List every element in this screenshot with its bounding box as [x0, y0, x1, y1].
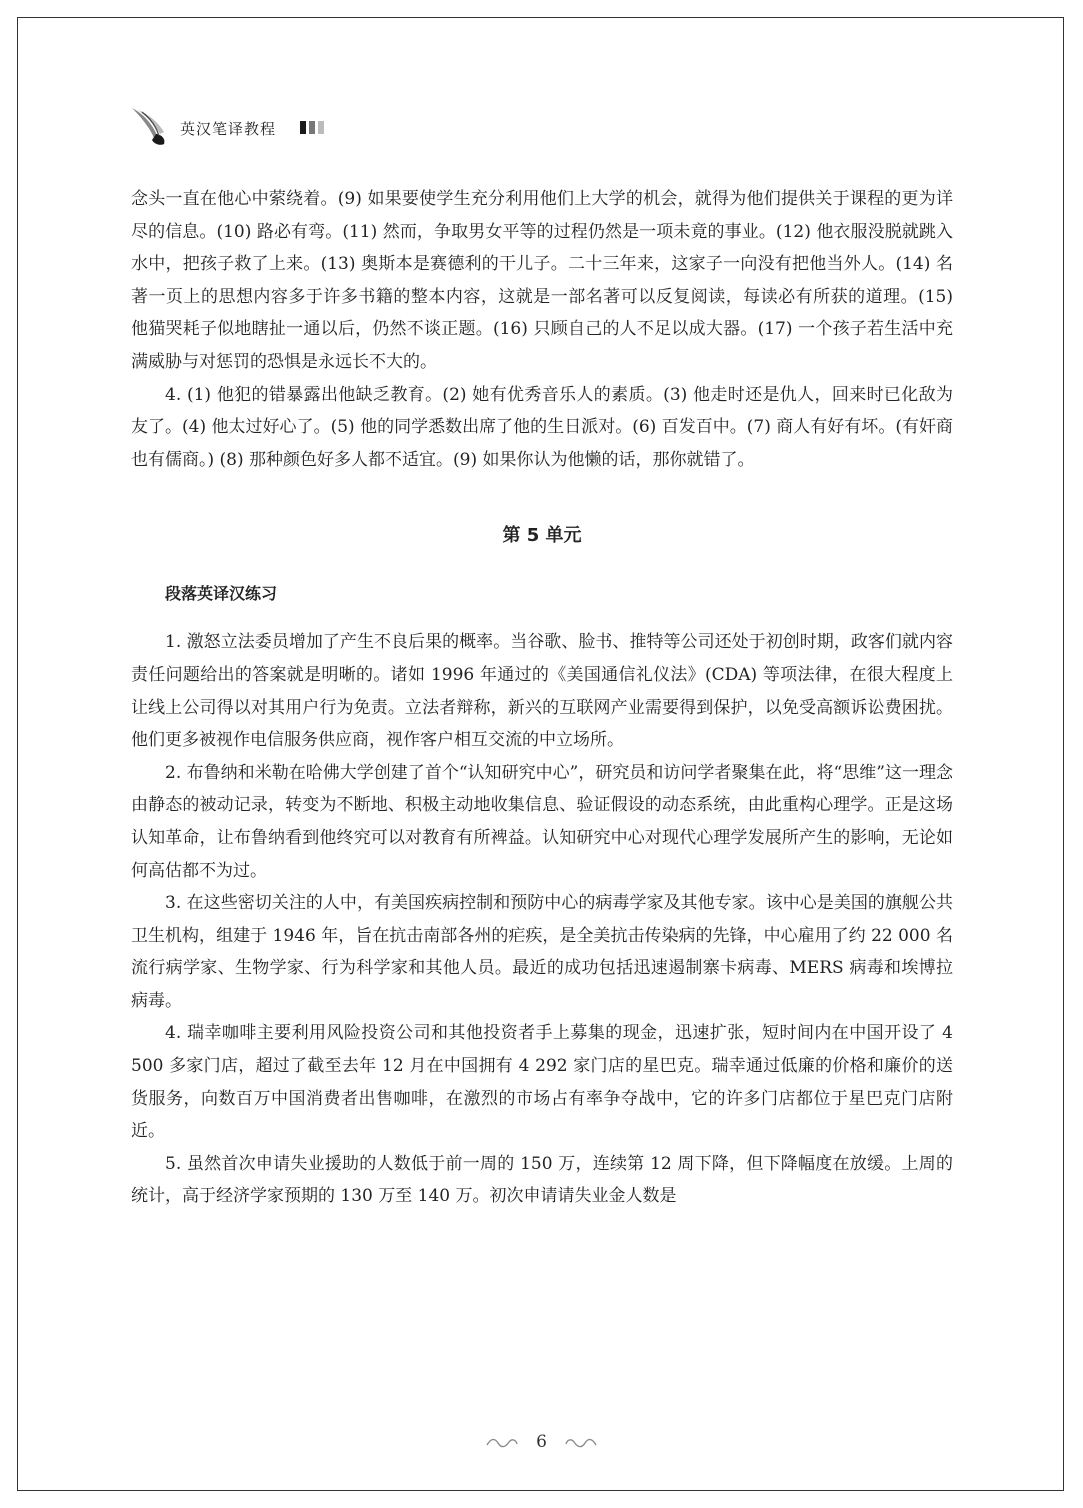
paragraph-4: 4. 瑞幸咖啡主要利用风险投资公司和其他投资者手上募集的现金，迅速扩张，短时间内在中国开设了 4 500 多家门店，超过了截至去年 12 月在中国拥有 4 292 家门店的星巴克。瑞幸通过低廉的价格和廉价的送货服务，向数百万中国消费者出售咖啡，在激烈的市场占有率争夺战中，它的许多门店都位于星巴克门店附近。	[131, 1023, 953, 1142]
page-body	[131, 183, 953, 1213]
decor-bar-light	[318, 121, 324, 134]
paragraph-3: 3. 在这些密切关注的人中，有美国疾病控制和预防中心的病毒学家及其他专家。该中心是美国的旗舰公共卫生机构，组建于 1946 年，旨在抗击南部各州的疟疾，是全美抗击传染病的先锋，中心雇用了约 22 000 名流行病学家、生物学家、行为科学家和其他人员。最近的成功包括迅速遏制寨卡病毒、MERS 病毒和埃博拉病毒。	[131, 893, 953, 1011]
header-decor-bars	[300, 121, 327, 135]
quill-pen-icon	[128, 104, 172, 148]
page-number: 6	[536, 1432, 547, 1452]
exercise-4-answers: 4. (1) 他犯的错暴露出他缺乏教育。(2) 她有优秀音乐人的素质。(3) 他走时还是仇人，回来时已化敌为友了。(4) 他太过好心了。(5) 他的同学悉数出席了他的生日派对。(6) 百发百中。(7) 商人有好有坏。(有奸商也有儒商。) (8) 那种颜色好多人都不适宜。(9) 如果你认为他懒的话，那你就错了。	[131, 384, 953, 470]
unit-title: 第 5 单元	[502, 525, 582, 547]
paragraph-1: 1. 激怒立法委员增加了产生不良后果的概率。当谷歌、脸书、推特等公司还处于初创时期，政客们就内容责任问题给出的答案就是明晰的。诸如 1996 年通过的《美国通信礼仪法》(CDA) 等项法律，在很大程度上让线上公司得以对其用户行为免责。立法者辩称，新兴的互联网产业需要得到保护，以免受高额诉讼费困扰。他们更多被视作电信服务供应商，视作客户相互交流的中立场所。	[131, 632, 953, 751]
left-ornament-icon	[485, 1436, 519, 1450]
running-header	[128, 104, 528, 150]
page-footer	[0, 1432, 1083, 1452]
paragraph-2: 2. 布鲁纳和米勒在哈佛大学创建了首个“认知研究中心”，研究员和访问学者聚集在此，将“思维”这一理念由静态的被动记录，转变为不断地、积极主动地收集信息、验证假设的动态系统，由此重构心理学。正是这场认知革命，让布鲁纳看到他终究可以对教育有所裨益。认知研究中心对现代心理学发展所产生的影响，无论如何高估都不为过。	[131, 762, 953, 881]
right-ornament-icon	[564, 1436, 598, 1450]
paragraph-5: 5. 虽然首次申请失业援助的人数低于前一周的 150 万，连续第 12 周下降，但下降幅度在放缓。上周的统计，高于经济学家预期的 130 万至 140 万。初次申请请失业金人数是	[131, 1153, 953, 1207]
decor-bar-mid	[309, 121, 315, 134]
continued-paragraph: 念头一直在他心中萦绕着。(9) 如果要使学生充分利用他们上大学的机会，就得为他们提供关于课程的更为详尽的信息。(10) 路必有弯。(11) 然而，争取男女平等的过程仍然是一项未竟的事业。(12) 他衣服没脱就跳入水中，把孩子救了上来。(13) 奥斯本是赛德利的干儿子。二十三年来，这家子一向没有把他当外人。(14) 名著一页上的思想内容多于许多书籍的整本内容，这就是一部名著可以反复阅读，每读必有所获的道理。(15) 他猫哭耗子似地瞎扯一通以后，仍然不谈正题。(16) 只顾自己的人不足以成大器。(17) 一个孩子若生活中充满威胁与对惩罚的恐惧是永远长不大的。	[131, 189, 953, 372]
decor-bar-dark	[300, 121, 306, 134]
book-title: 英汉笔译教程	[180, 120, 277, 138]
section-title: 段落英译汉练习	[165, 584, 278, 604]
